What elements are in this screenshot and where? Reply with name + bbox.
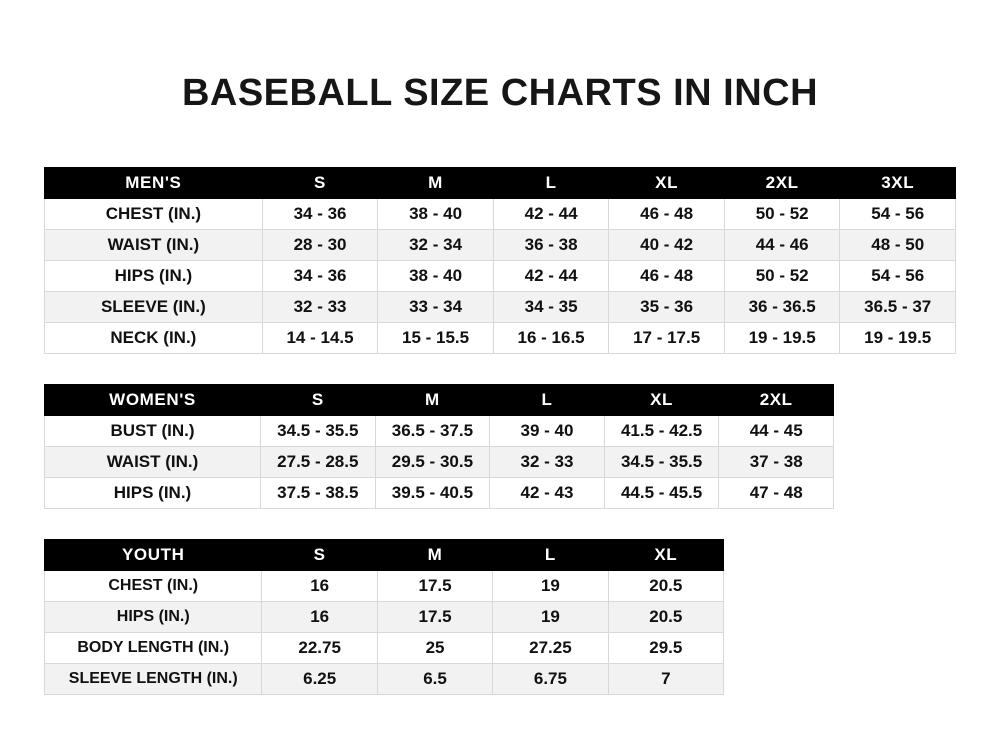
mens-size-table (44, 167, 956, 354)
cell: 34.5 - 35.5 (261, 416, 376, 447)
cell: 17.5 (377, 571, 492, 602)
column-header: 3XL (840, 168, 956, 199)
cell: 42 - 43 (490, 478, 605, 509)
cell: 19 (493, 571, 608, 602)
cell: 7 (608, 664, 723, 695)
column-header: M (378, 168, 494, 199)
row-label: HIPS (IN.) (45, 261, 263, 292)
cell: 50 - 52 (724, 199, 840, 230)
cell: 48 - 50 (840, 230, 956, 261)
cell: 17.5 (377, 602, 492, 633)
row-label: WAIST (IN.) (45, 447, 261, 478)
cell: 41.5 - 42.5 (604, 416, 719, 447)
table-header-row (45, 385, 834, 416)
table-row (45, 199, 956, 230)
cell: 20.5 (608, 571, 723, 602)
cell: 46 - 48 (609, 261, 725, 292)
column-header: S (262, 540, 377, 571)
row-label: WAIST (IN.) (45, 230, 263, 261)
cell: 44.5 - 45.5 (604, 478, 719, 509)
row-label: SLEEVE LENGTH (IN.) (45, 664, 262, 695)
column-header: XL (608, 540, 723, 571)
cell: 33 - 34 (378, 292, 494, 323)
cell: 14 - 14.5 (262, 323, 378, 354)
cell: 38 - 40 (378, 199, 494, 230)
cell: 37 - 38 (719, 447, 834, 478)
column-header: YOUTH (45, 540, 262, 571)
column-header: M (377, 540, 492, 571)
cell: 16 (262, 602, 377, 633)
cell: 37.5 - 38.5 (261, 478, 376, 509)
cell: 19 - 19.5 (724, 323, 840, 354)
column-header: S (262, 168, 378, 199)
cell: 40 - 42 (609, 230, 725, 261)
row-label: BODY LENGTH (IN.) (45, 633, 262, 664)
cell: 28 - 30 (262, 230, 378, 261)
cell: 19 - 19.5 (840, 323, 956, 354)
row-label: CHEST (IN.) (45, 571, 262, 602)
row-label: HIPS (IN.) (45, 602, 262, 633)
cell: 6.25 (262, 664, 377, 695)
cell: 36.5 - 37.5 (375, 416, 490, 447)
cell: 50 - 52 (724, 261, 840, 292)
column-header: WOMEN'S (45, 385, 261, 416)
cell: 36 - 38 (493, 230, 609, 261)
table-row (45, 478, 834, 509)
cell: 6.5 (377, 664, 492, 695)
cell: 17 - 17.5 (609, 323, 725, 354)
row-label: CHEST (IN.) (45, 199, 263, 230)
table-row (45, 261, 956, 292)
cell: 22.75 (262, 633, 377, 664)
cell: 38 - 40 (378, 261, 494, 292)
row-label: SLEEVE (IN.) (45, 292, 263, 323)
cell: 16 - 16.5 (493, 323, 609, 354)
cell: 35 - 36 (609, 292, 725, 323)
column-header: 2XL (719, 385, 834, 416)
cell: 20.5 (608, 602, 723, 633)
cell: 27.25 (493, 633, 608, 664)
row-label: BUST (IN.) (45, 416, 261, 447)
cell: 32 - 34 (378, 230, 494, 261)
youth-size-table (44, 539, 724, 695)
cell: 6.75 (493, 664, 608, 695)
womens-size-table (44, 384, 834, 509)
table-row (45, 292, 956, 323)
table-row (45, 571, 724, 602)
column-header: 2XL (724, 168, 840, 199)
table-header-row (45, 540, 724, 571)
table-row (45, 633, 724, 664)
cell: 25 (377, 633, 492, 664)
cell: 54 - 56 (840, 261, 956, 292)
cell: 36 - 36.5 (724, 292, 840, 323)
cell: 44 - 45 (719, 416, 834, 447)
table-row (45, 664, 724, 695)
cell: 34.5 - 35.5 (604, 447, 719, 478)
column-header: L (493, 540, 608, 571)
column-header: L (490, 385, 605, 416)
cell: 27.5 - 28.5 (261, 447, 376, 478)
cell: 47 - 48 (719, 478, 834, 509)
cell: 54 - 56 (840, 199, 956, 230)
cell: 19 (493, 602, 608, 633)
row-label: NECK (IN.) (45, 323, 263, 354)
cell: 39 - 40 (490, 416, 605, 447)
table-row (45, 602, 724, 633)
cell: 46 - 48 (609, 199, 725, 230)
cell: 42 - 44 (493, 261, 609, 292)
cell: 29.5 - 30.5 (375, 447, 490, 478)
cell: 36.5 - 37 (840, 292, 956, 323)
column-header: M (375, 385, 490, 416)
size-chart-tables (0, 167, 1000, 695)
cell: 44 - 46 (724, 230, 840, 261)
cell: 32 - 33 (490, 447, 605, 478)
table-row (45, 447, 834, 478)
column-header: XL (609, 168, 725, 199)
table-row (45, 230, 956, 261)
column-header: L (493, 168, 609, 199)
table-row (45, 323, 956, 354)
cell: 34 - 36 (262, 199, 378, 230)
column-header: XL (604, 385, 719, 416)
table-header-row (45, 168, 956, 199)
cell: 29.5 (608, 633, 723, 664)
column-header: MEN'S (45, 168, 263, 199)
cell: 39.5 - 40.5 (375, 478, 490, 509)
row-label: HIPS (IN.) (45, 478, 261, 509)
column-header: S (261, 385, 376, 416)
cell: 34 - 35 (493, 292, 609, 323)
cell: 42 - 44 (493, 199, 609, 230)
cell: 16 (262, 571, 377, 602)
cell: 32 - 33 (262, 292, 378, 323)
table-row (45, 416, 834, 447)
cell: 15 - 15.5 (378, 323, 494, 354)
page-title: BASEBALL SIZE CHARTS IN INCH (181, 72, 819, 114)
cell: 34 - 36 (262, 261, 378, 292)
